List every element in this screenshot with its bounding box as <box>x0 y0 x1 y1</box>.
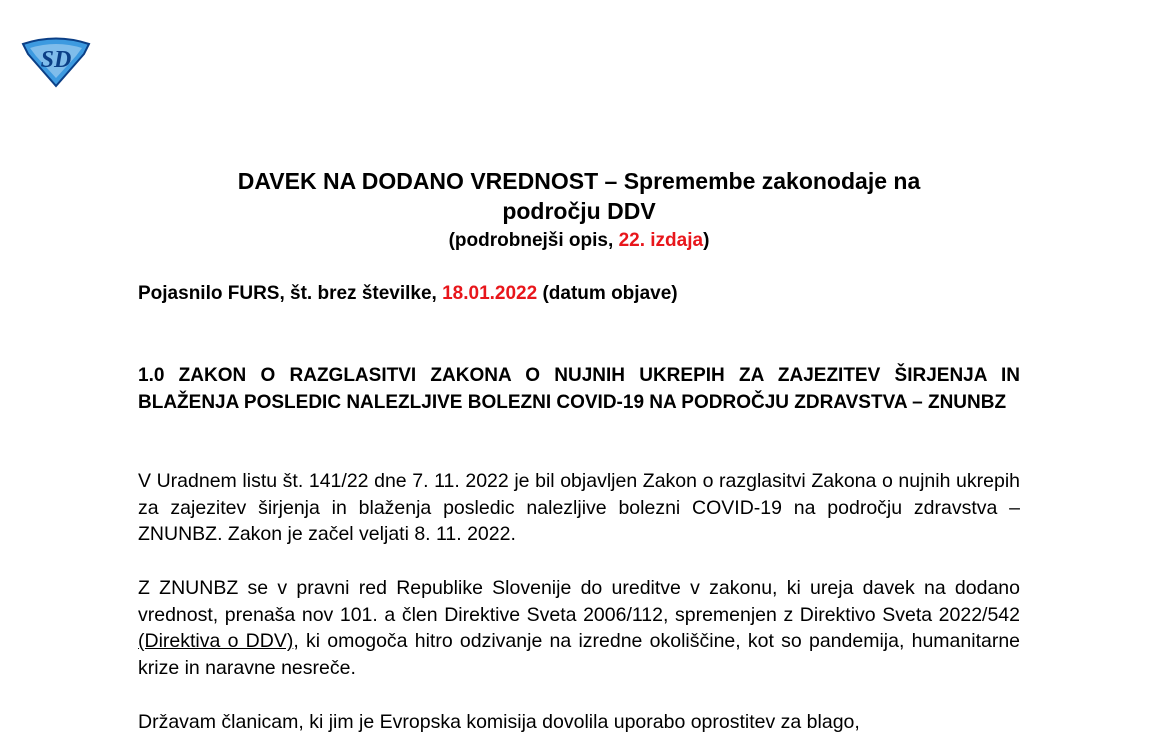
paragraph-3: Državam članicam, ki jim je Evropska komisija dovolila uporabo oprostitev za blago, <box>138 711 860 733</box>
edition-prefix: (podrobnejši opis, <box>448 230 619 251</box>
furs-reference <box>138 282 1020 306</box>
reference-prefix: Pojasnilo FURS, št. brez številke, <box>138 283 443 304</box>
sd-logo <box>20 36 92 88</box>
paragraph-1: V Uradnem listu št. 141/22 dne 7. 11. 2022 je bil objavljen Zakon o razglasitvi Zakona o nujnih ukrepih za zajezitev širjenja in blaženja posledic nalezljive bolezni COVID-19 na področju zdravstva – ZNUNBZ. Zakon je začel veljati 8. 11. 2022. <box>138 470 1020 545</box>
reference-suffix: (datum objave) <box>537 283 678 304</box>
edition-number: 22. izdaja <box>618 230 704 251</box>
paragraph-2-comma: , <box>662 603 669 626</box>
title-line-1: DAVEK NA DODANO VREDNOST – Spremembe zakonodaje na <box>237 168 921 194</box>
reference-date: 18.01.2022 <box>442 283 538 304</box>
logo-letters: SD <box>40 47 72 73</box>
title-line-2: področju DDV <box>502 198 656 224</box>
edition-line <box>138 229 1020 253</box>
paragraph-2-part-b: spremenjen z Direktivo Sveta 2022/542 <box>668 603 1020 626</box>
edition-suffix: ) <box>703 230 710 251</box>
section-heading: 1.0 ZAKON O RAZGLASITVI ZAKONA O NUJNIH UKREPIH ZA ZAJEZITEV ŠIRJENJA IN BLAŽENJA POSLEDIC NALEZLJIVE BOLEZNI COVID-19 NA PODROČJU ZDRAVSTVA – ZNUNBZ <box>138 365 1020 413</box>
paragraph-2 <box>138 575 1020 681</box>
vat-directive-link[interactable]: (Direktiva o DDV) <box>138 630 294 652</box>
document-title <box>138 166 1020 226</box>
paragraph-2-part-a: Z ZNUNBZ se v pravni red Republike Slovenije do ureditve v zakonu, ki ureja davek na dodano vrednost, prenaša nov 101. a člen Direktive Sveta 2006/112 <box>138 577 1020 626</box>
paragraph-2-part-c: , ki omogoča hitro odzivanje na izredne okoliščine, kot so pandemija, humanitarne krize in naravne nesreče. <box>138 630 1021 679</box>
